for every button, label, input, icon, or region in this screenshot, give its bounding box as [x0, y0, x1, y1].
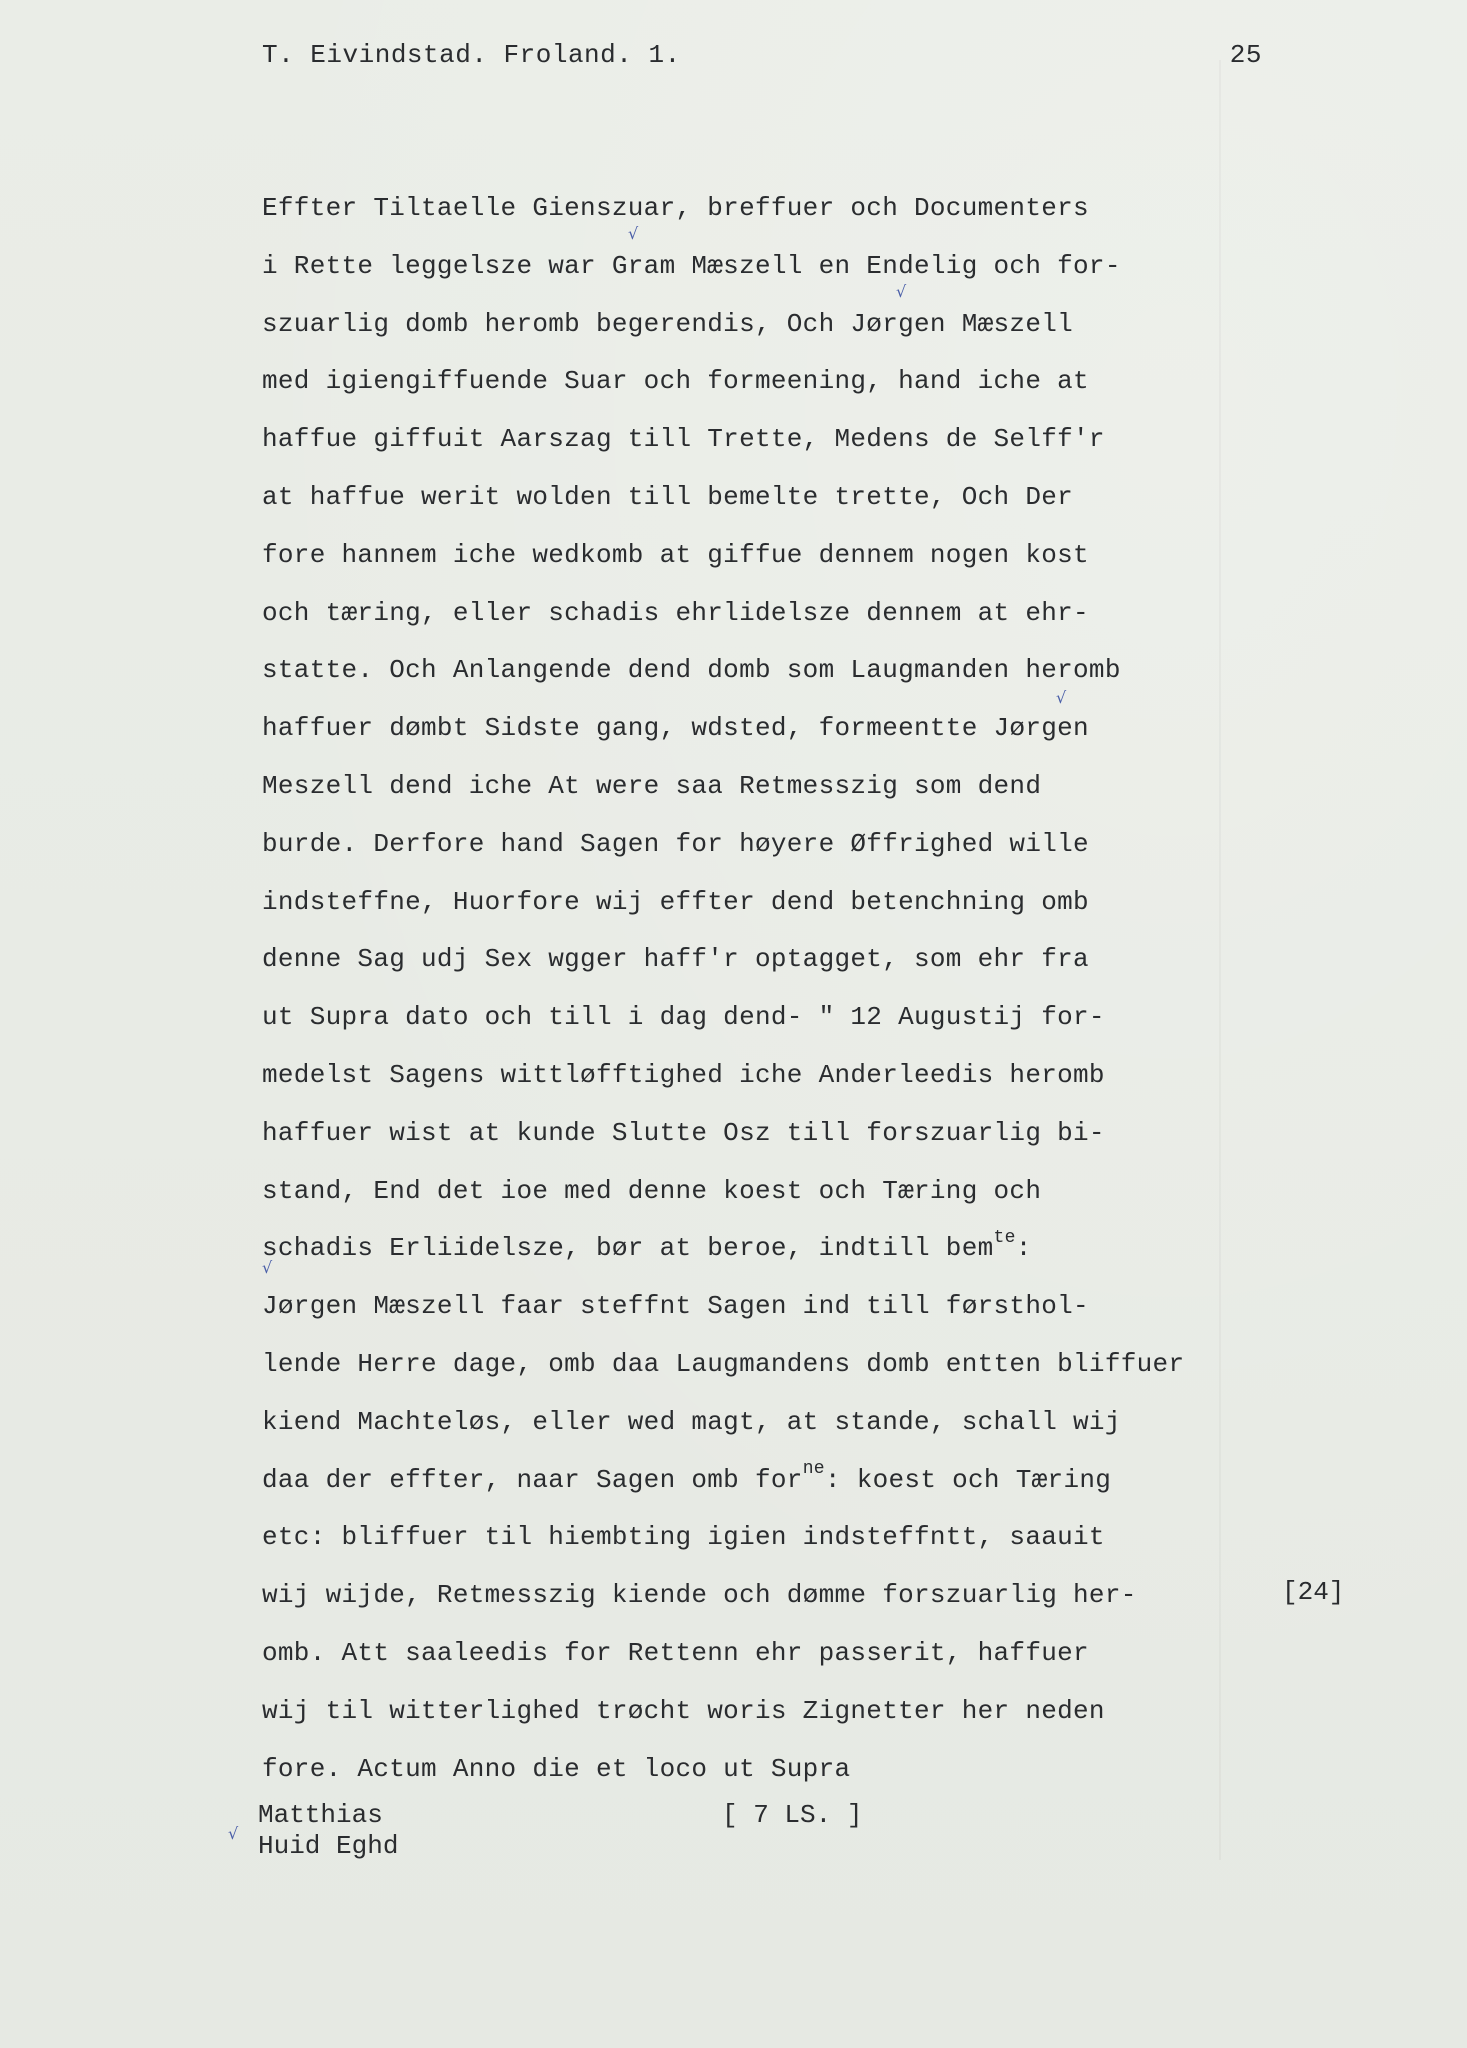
- text-line: Meszell dend iche At were saa Retmesszig som dend: [262, 770, 1042, 801]
- text-line: statte. Och Anlangende dend domb som Laugmanden heromb: [262, 655, 1121, 686]
- page-header: [262, 40, 1262, 80]
- text-segment: daa der effter, naar Sagen omb for: [262, 1464, 803, 1495]
- text-line: och tæring, eller schadis ehrlidelsze dennem at ehr-: [262, 597, 1089, 628]
- signature-line-2: Huid Eghd: [258, 1831, 399, 1861]
- text-line: denne Sag udj Sex wgger haff'r optagget, som ehr fra: [262, 944, 1089, 975]
- signature-line-1: Matthias: [258, 1800, 383, 1830]
- text-line: lende Herre dage, omb daa Laugmandens domb entten bliffuer: [262, 1348, 1185, 1379]
- text-line: burde. Derfore hand Sagen for høyere Øffrighed wille: [262, 828, 1089, 859]
- checkmark-icon: √: [896, 282, 907, 301]
- text-line: Effter Tiltaelle Gienszuar, breffuer och Documenters: [262, 193, 1089, 223]
- checkmark-icon: √: [628, 224, 639, 243]
- text-line: ut Supra dato och till i dag dend- " 12 Augustij for-: [262, 1002, 1105, 1033]
- body-text: [262, 188, 1282, 1806]
- text-segment: :: [1015, 1233, 1032, 1264]
- checkmark-icon: √: [1056, 688, 1067, 707]
- seal-notation: [ 7 LS. ]: [722, 1800, 863, 1830]
- text-line: haffuer wist at kunde Slutte Osz till forszuarlig bi-: [262, 1117, 1105, 1148]
- page-number: 25: [1229, 40, 1262, 70]
- text-line: haffue giffuit Aarszag till Trette, Medens de Selff'r: [262, 424, 1105, 455]
- text-line: szuarlig domb heromb begerendis, Och Jørgen Mæszell: [262, 308, 1074, 339]
- checkmark-icon: √: [228, 1824, 239, 1843]
- text-line: stand, End det ioe med denne koest och Tæring och: [262, 1175, 1042, 1206]
- signature-block: [258, 1800, 398, 1862]
- text-line: wij til witterlighed trøcht woris Zignetter her neden: [262, 1695, 1105, 1726]
- superscript: ne: [802, 1458, 825, 1479]
- text-line: etc: bliffuer til hiembting igien indsteffntt, saauit: [262, 1522, 1105, 1553]
- text-line: haffuer dømbt Sidste gang, wdsted, formeentte Jørgen: [262, 713, 1089, 744]
- text-line: at haffue werit wolden till bemelte trette, Och Der: [262, 481, 1074, 512]
- text-line-with-superscript: [262, 1460, 1282, 1518]
- text-line: fore. Actum Anno die et loco ut Supra: [262, 1753, 851, 1784]
- text-line: medelst Sagens wittløfftighed iche Anderleedis heromb: [262, 1059, 1105, 1090]
- text-line-with-superscript: [262, 1228, 1282, 1286]
- text-line: wij wijde, Retmesszig kiende och dømme forszuarlig her-: [262, 1580, 1137, 1611]
- text-line: fore hannem iche wedkomb at giffue dennem nogen kost: [262, 539, 1089, 570]
- superscript: te: [993, 1227, 1016, 1248]
- checkmark-icon: √: [262, 1258, 273, 1277]
- text-line: Jørgen Mæszell faar steffnt Sagen ind till førsthol-: [262, 1291, 1089, 1322]
- text-line: med igiengiffuende Suar och formeening, hand iche at: [262, 366, 1089, 397]
- text-segment: schadis Erliidelsze, bør at beroe, indtill bem: [262, 1233, 994, 1264]
- text-line: indsteffne, Huorfore wij effter dend betenchning omb: [262, 886, 1089, 917]
- margin-page-reference: [24]: [1282, 1577, 1345, 1607]
- text-line: kiend Machteløs, eller wed magt, at stande, schall wij: [262, 1406, 1121, 1437]
- text-line: omb. Att saaleedis for Rettenn ehr passerit, haffuer: [262, 1637, 1089, 1668]
- header-title: T. Eivindstad. Froland. 1.: [262, 40, 681, 70]
- text-line: i Rette leggelsze war Gram Mæszell en Endelig och for-: [262, 250, 1121, 281]
- text-segment: : koest och Tæring: [824, 1464, 1112, 1495]
